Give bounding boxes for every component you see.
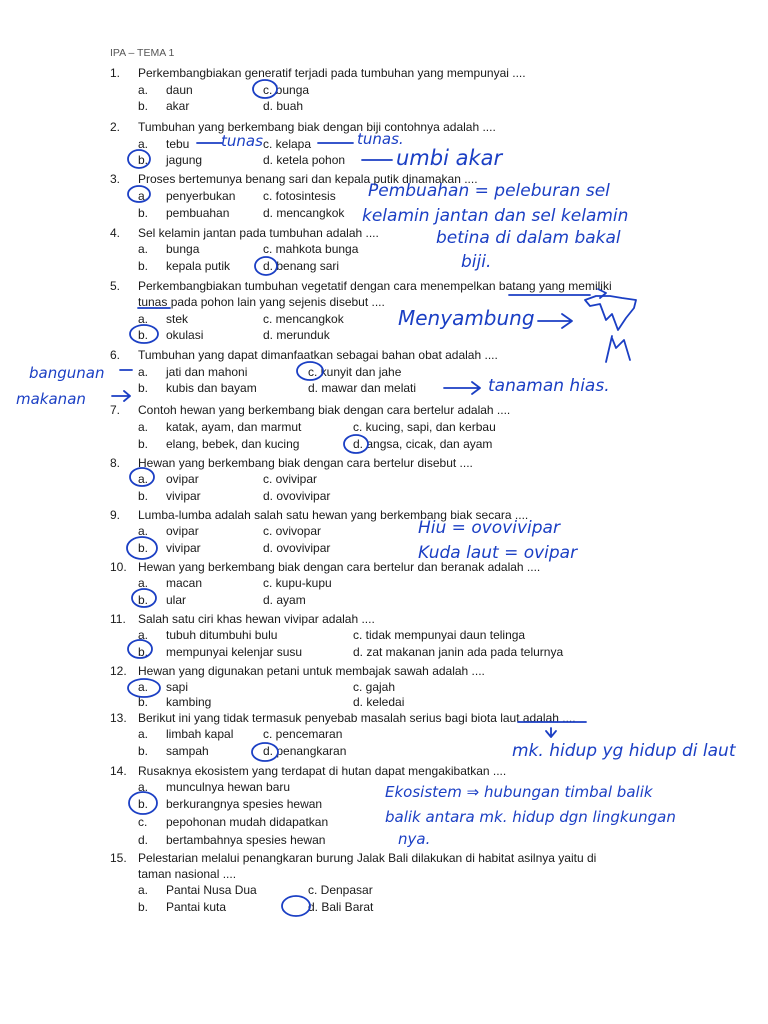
option-text: d. mencangkok bbox=[263, 206, 345, 220]
option-text: d. benang sari bbox=[263, 259, 340, 273]
option-letter: c. bbox=[138, 815, 148, 829]
option-letter: b. bbox=[138, 328, 149, 342]
option-letter: a. bbox=[138, 312, 149, 326]
option-text: kambing bbox=[166, 695, 212, 709]
option-letter: b. bbox=[138, 381, 149, 395]
option-text: d. mawar dan melati bbox=[308, 381, 417, 395]
option-letter: b. bbox=[138, 153, 149, 167]
option-text: c. kunyit dan jahe bbox=[308, 365, 402, 379]
question-number: 3. bbox=[110, 172, 121, 186]
option-text: d. ketela pohon bbox=[263, 153, 346, 167]
option-letter: a. bbox=[138, 780, 149, 794]
question-text: Proses bertemunya benang sari dan kepala putik dinamakan .... bbox=[138, 172, 478, 186]
option-letter: b. bbox=[138, 593, 149, 607]
option-letter: b. bbox=[138, 744, 149, 758]
option-text: ovipar bbox=[166, 524, 199, 538]
option-text: bunga bbox=[166, 242, 200, 256]
option-text: d. buah bbox=[263, 99, 304, 113]
question-number: 6. bbox=[110, 348, 121, 362]
question-text: Perkembangbiakan tumbuhan vegetatif dengan cara menempelkan batang yang memiliki bbox=[138, 279, 612, 293]
option-text: d. angsa, cicak, dan ayam bbox=[353, 437, 493, 451]
option-text: pepohonan mudah didapatkan bbox=[166, 815, 329, 829]
option-text: jati dan mahoni bbox=[166, 365, 248, 379]
question-number: 14. bbox=[110, 764, 127, 778]
question-text-continued: taman nasional .... bbox=[138, 867, 237, 881]
answer-circle bbox=[252, 743, 278, 761]
option-text: c. pencemaran bbox=[263, 727, 343, 741]
question-number: 15. bbox=[110, 851, 127, 865]
option-letter: a. bbox=[138, 680, 149, 694]
question-number: 4. bbox=[110, 226, 121, 240]
option-text: c. Denpasar bbox=[308, 883, 373, 897]
handwritten-note: Pembuahan = peleburan sel bbox=[368, 181, 610, 201]
option-text: daun bbox=[166, 83, 193, 97]
question-number: 10. bbox=[110, 560, 127, 574]
ink-arrow bbox=[444, 382, 480, 394]
handwritten-note: Ekosistem ⇒ hubungan timbal balik bbox=[385, 783, 653, 801]
option-text: munculnya hewan baru bbox=[166, 780, 291, 794]
question-number: 11. bbox=[110, 612, 126, 626]
option-letter: a. bbox=[138, 83, 149, 97]
handwritten-note: Hiu = ovovivipar bbox=[418, 518, 560, 538]
option-text: c. kelapa bbox=[263, 137, 312, 151]
option-letter: b. bbox=[138, 797, 149, 811]
option-text: berkurangnya spesies hewan bbox=[166, 797, 323, 811]
option-text: d. ayam bbox=[263, 593, 306, 607]
ink-arrow bbox=[112, 391, 130, 401]
option-letter: a. bbox=[138, 189, 149, 203]
option-text: c. mencangkok bbox=[263, 312, 344, 326]
handwritten-note: mk. hidup yg hidup di laut bbox=[512, 741, 736, 761]
option-letter: b. bbox=[138, 489, 149, 503]
option-letter: b. bbox=[138, 437, 149, 451]
question-text: Perkembangbiakan generatif terjadi pada tumbuhan yang mempunyai .... bbox=[138, 66, 526, 80]
option-text: stek bbox=[166, 312, 189, 326]
question-text-continued: tunas pada pohon lain yang sejenis disebut .... bbox=[138, 295, 385, 309]
answer-circle bbox=[130, 468, 154, 486]
option-letter: a. bbox=[138, 524, 149, 538]
question-number: 1. bbox=[110, 66, 121, 80]
option-text: penyerbukan bbox=[166, 189, 236, 203]
question-number: 2. bbox=[110, 120, 121, 134]
answer-circle bbox=[297, 362, 323, 380]
option-text: d. penangkaran bbox=[263, 744, 347, 758]
answer-circle bbox=[253, 80, 277, 98]
question-number: 13. bbox=[110, 711, 127, 725]
option-letter: b. bbox=[138, 259, 149, 273]
question-number: 8. bbox=[110, 456, 121, 470]
option-text: ovipar bbox=[166, 472, 199, 486]
option-text: c. ovivipar bbox=[263, 472, 318, 486]
option-text: tebu bbox=[166, 137, 190, 151]
option-letter: a. bbox=[138, 472, 149, 486]
question-text: Tumbuhan yang dapat dimanfaatkan sebagai bahan obat adalah .... bbox=[138, 348, 498, 362]
option-text: d. ovovivipar bbox=[263, 541, 331, 555]
option-text: okulasi bbox=[166, 328, 204, 342]
ink-arrow bbox=[538, 314, 572, 328]
question-number: 5. bbox=[110, 279, 121, 293]
handwritten-note: tunas. bbox=[357, 130, 404, 148]
question-text: Tumbuhan yang berkembang biak dengan biji contohnya adalah .... bbox=[138, 120, 496, 134]
option-letter: a. bbox=[138, 137, 149, 151]
option-text: elang, bebek, dan kucing bbox=[166, 437, 300, 451]
option-text: limbah kapal bbox=[166, 727, 234, 741]
option-text: d. zat makanan janin ada pada telurnya bbox=[353, 645, 564, 659]
option-text: ular bbox=[166, 593, 187, 607]
answer-circle bbox=[128, 679, 160, 697]
grafting-sketch bbox=[606, 336, 630, 362]
question-number: 9. bbox=[110, 508, 121, 522]
option-text: c. gajah bbox=[353, 680, 396, 694]
option-text: mempunyai kelenjar susu bbox=[166, 645, 303, 659]
question-text: Rusaknya ekosistem yang terdapat di hutan dapat mengakibatkan .... bbox=[138, 764, 507, 778]
option-text: pembuahan bbox=[166, 206, 230, 220]
option-text: d. keledai bbox=[353, 695, 405, 709]
option-text: vivipar bbox=[166, 489, 201, 503]
option-letter: b. bbox=[138, 206, 149, 220]
handwritten-note: umbi akar bbox=[396, 146, 503, 170]
handwritten-note: nya. bbox=[398, 830, 431, 848]
option-letter: a. bbox=[138, 628, 149, 642]
question-text: Hewan yang berkembang biak dengan cara bertelur dan beranak adalah .... bbox=[138, 560, 541, 574]
handwritten-note: bangunan bbox=[29, 364, 105, 382]
option-text: tubuh ditumbuhi bulu bbox=[166, 628, 278, 642]
option-text: Pantai kuta bbox=[166, 900, 227, 914]
option-letter: b. bbox=[138, 99, 149, 113]
handwritten-note: kelamin jantan dan sel kelamin bbox=[362, 206, 629, 226]
option-text: sampah bbox=[166, 744, 209, 758]
option-letter: b. bbox=[138, 541, 149, 555]
option-text: katak, ayam, dan marmut bbox=[166, 420, 302, 434]
option-text: d. ovovivipar bbox=[263, 489, 331, 503]
option-text: d. merunduk bbox=[263, 328, 330, 342]
handwritten-note: Kuda laut = ovipar bbox=[418, 543, 578, 563]
answer-circle bbox=[132, 589, 156, 607]
option-text: jagung bbox=[166, 153, 203, 167]
option-letter: a. bbox=[138, 365, 149, 379]
option-letter: b. bbox=[138, 645, 149, 659]
handwritten-note: tunas bbox=[221, 132, 263, 150]
option-text: kepala putik bbox=[166, 259, 231, 273]
handwritten-note: balik antara mk. hidup dgn lingkungan bbox=[385, 808, 676, 826]
question-text: Sel kelamin jantan pada tumbuhan adalah .... bbox=[138, 226, 379, 240]
answer-circle bbox=[282, 896, 310, 916]
option-letter: b. bbox=[138, 695, 149, 709]
question-text: Contoh hewan yang berkembang biak dengan cara bertelur adalah .... bbox=[138, 403, 511, 417]
question-number: 12. bbox=[110, 664, 127, 678]
question-text: Hewan yang berkembang biak dengan cara bertelur disebut .... bbox=[138, 456, 473, 470]
option-text: c. fotosintesis bbox=[263, 189, 336, 203]
answer-circle bbox=[128, 640, 152, 658]
handwritten-note: makanan bbox=[16, 390, 86, 408]
answer-circle bbox=[128, 150, 150, 168]
answer-circle bbox=[130, 325, 158, 343]
handwritten-note: biji. bbox=[461, 252, 492, 272]
option-text: c. kupu-kupu bbox=[263, 576, 332, 590]
answer-circle bbox=[127, 537, 157, 559]
option-letter: b. bbox=[138, 900, 149, 914]
option-letter: a. bbox=[138, 727, 149, 741]
option-text: c. ovivopar bbox=[263, 524, 322, 538]
option-letter: a. bbox=[138, 576, 149, 590]
answer-circle bbox=[344, 435, 368, 453]
option-letter: a. bbox=[138, 242, 149, 256]
answer-circle bbox=[129, 792, 157, 814]
question-text: Salah satu ciri khas hewan vivipar adalah .... bbox=[138, 612, 375, 626]
option-text: Pantai Nusa Dua bbox=[166, 883, 257, 897]
handwritten-note: betina di dalam bakal bbox=[436, 228, 621, 248]
document-header: IPA – TEMA 1 bbox=[110, 47, 175, 59]
option-text: sapi bbox=[166, 680, 189, 694]
option-text: macan bbox=[166, 576, 203, 590]
handwritten-note: Menyambung bbox=[398, 306, 535, 330]
answer-circle bbox=[255, 257, 277, 275]
handwritten-note: tanaman hias. bbox=[488, 376, 610, 396]
option-text: d. Bali Barat bbox=[308, 900, 374, 914]
question-text: Lumba-lumba adalah salah satu hewan yang berkembang biak secara .... bbox=[138, 508, 529, 522]
option-text: akar bbox=[166, 99, 190, 113]
option-text: kubis dan bayam bbox=[166, 381, 257, 395]
option-letter: d. bbox=[138, 833, 149, 847]
option-text: vivipar bbox=[166, 541, 201, 555]
question-text: Pelestarian melalui penangkaran burung Jalak Bali dilakukan di habitat asilnya yaitu di bbox=[138, 851, 597, 865]
option-text: c. mahkota bunga bbox=[263, 242, 359, 256]
question-text: Hewan yang digunakan petani untuk membajak sawah adalah .... bbox=[138, 664, 485, 678]
option-text: bertambahnya spesies hewan bbox=[166, 833, 326, 847]
answer-circle bbox=[128, 186, 150, 202]
option-text: c. tidak mempunyai daun telinga bbox=[353, 628, 526, 642]
option-text: c. bunga bbox=[263, 83, 310, 97]
question-number: 7. bbox=[110, 403, 121, 417]
grafting-sketch bbox=[585, 296, 636, 330]
option-letter: a. bbox=[138, 420, 149, 434]
option-text: c. kucing, sapi, dan kerbau bbox=[353, 420, 496, 434]
option-letter: a. bbox=[138, 883, 149, 897]
question-text: Berikut ini yang tidak termasuk penyebab masalah serius bagi biota laut adalah .... bbox=[138, 711, 576, 725]
ink-arrow bbox=[546, 728, 556, 737]
